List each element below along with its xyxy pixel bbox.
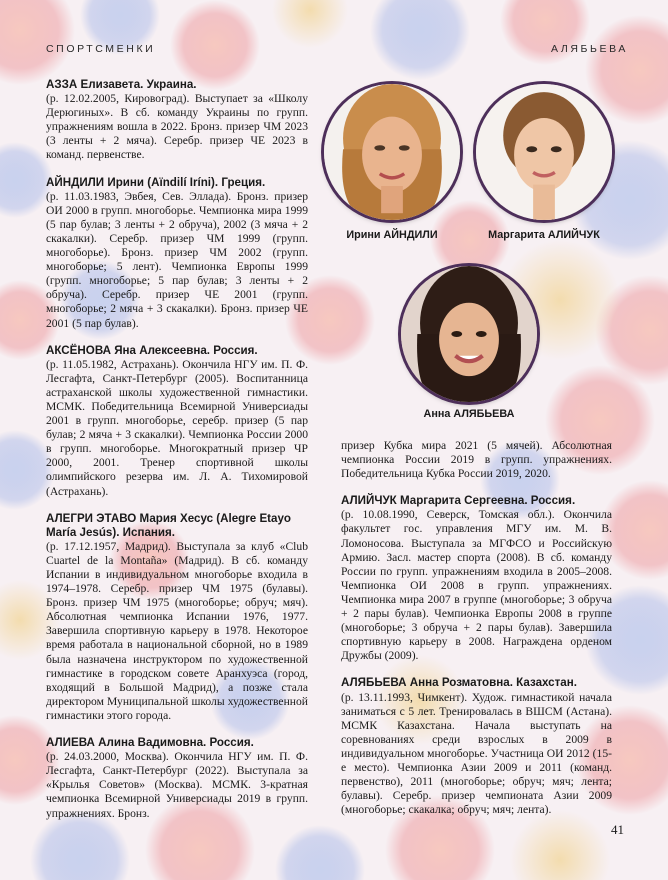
entry-azza [46, 78, 308, 163]
portrait-image [476, 84, 612, 220]
entry-body: (р. 13.11.1993, Чимкент). Худож. гимнастикой начала заниматься с 5 лет. Тренировалась в ВШСМ (Астана). МСМК Казахстана. Начала выступать на соревнованиях среди взрослых в 2009 в индивидуальном многоборье. Участница ОИ 2012 (15-е место). Чемпионка Азии 2009 и 2011 (команд. первенство), 2011 (многоборье; обруч; мяч; лента; булавы). Серебр. призер чемпионата Азии 2009 (многоборье; скакалка; обруч; мяч; лента). [341, 690, 612, 817]
entry-aindili [46, 176, 308, 331]
page-number: 41 [611, 822, 624, 837]
entry-alegre-etayo [46, 512, 308, 723]
entry-name: АКСЁНОВА Яна Алексеевна. Россия. [46, 343, 258, 357]
photo-caption: Ирини АЙНДИЛИ [346, 229, 438, 241]
photo-caption: Анна АЛЯБЬЕВА [423, 408, 515, 420]
entry-name: АЛЯБЬЕВА Анна Розматовна. Казахстан. [341, 676, 577, 690]
entry-name: АЙНДИЛИ Ирини (Aïndilí Iríni). Греция. [46, 175, 266, 189]
left-column [46, 78, 308, 834]
portrait-image [324, 84, 460, 220]
entry-body: (р. 11.03.1983, Эвбея, Сев. Эллада). Бронз. призер ОИ 2000 в групп. многоборье. Чемпионка мира 1999 (5 пар булав; 3 ленты + 2 обруча), 2002 (3 мяча + 2 скакалки). Серебр. призер ЧМ 1999 (групп. многоборье). Бронз. призер ЧМ 2002 (групп. многоборье; 5 лент). Чемпионка Европы 1999 (групп. многоборье; 5 пар булав; 3 ленты + 2 обруча). Серебр. призер ЧЕ 2001 (групп. многоборье; 2 мяча + 3 скакалки). Бронз. призер ЧЕ 2001 (5 пар булав). [46, 189, 308, 330]
portrait-photo-aindili [324, 84, 460, 220]
entry-body: (р. 17.12.1957, Мадрид). Выступала за клуб «Club Cuartel de la Montaña» (Мадрид). В сб. команду Испании в индивидуальном многоборье входила в 1974–1978. Серебр. призер ЧМ 1975 (булавы). Бронз. призер ЧМ 1975 (многоборье; обруч; мяч). Абсолютная чемпионка Испании 1976, 1977. Завершила спортивную карьеру в 1978. Некоторое время работала в национальной сборной, но в 1989 была назначена инструктором по художественной гимнастике в городском совете Аранхуэса (город, входящий в Большой Мадрид), а позже стала директором Муниципальной школы художественной гимнастики этого города. [46, 539, 308, 722]
entry-name: АЗЗА Елизавета. Украина. [46, 78, 197, 91]
portrait-image [401, 266, 537, 402]
entry-alyabyeva [341, 676, 612, 817]
entry-name: АЛЕГРИ ЭТАВО Мария Хесус (Alegre Etayo María Jesús). Испания. [46, 511, 292, 539]
portrait-photo-alyabyeva [401, 266, 537, 402]
entry-aliychuk [341, 494, 612, 663]
running-header-right: АЛЯБЬЕВА [551, 43, 628, 55]
entry-body: (р. 24.03.2000, Москва). Окончила НГУ им. П. Ф. Лесгафта, Санкт-Петербург (2022). Выступала за «Крылья Советов» (Москва). МСМК. 3-кратная чемпионка Всемирной Универсиады 2019 в групп. упражнениях. Бронз. [46, 750, 308, 820]
entry-body: (р. 11.05.1982, Астрахань). Окончила НГУ им. П. Ф. Лесгафта, Санкт-Петербург (2005). Воспитанница астраханской школы художественной гимнастики. МСМК. Победительница Всемирной Универсиады 2001 в групп. многоборье, серебр. призер (5 пар булав; 2 мяча + 3 скакалки). Чемпионка России 2000 в групп. многоборье. Многократный призер ЧР 2000, 2001. Тренер спортивной школы олимпийского резерва им. Л. А. Тихомировой (Астрахань). [46, 357, 308, 498]
entry-alieva [46, 736, 308, 821]
entry-body: (р. 10.08.1990, Северск, Томская обл.). Окончила факультет гос. управления МГУ им. М. В. Ломоносова. Выступала за МГФСО и Российскую Армию. Засл. мастер спорта (2008). В сб. команду России по групп. упражнениям входила в 2005–2008. Чемпионка ОИ 2008 в групп. упражнениях. Чемпионка мира 2007 в группе (многоборье; 3 обруча + 2 пары булав). Чемпионка Европы 2008 в группе (многоборье; 3 обруча + 2 пары булав). Завершила спортивную карьеру в 2008. Награждена орденом Дружбы (2009). [341, 508, 612, 663]
running-header-left: СПОРТСМЕНКИ [46, 43, 156, 55]
photo-caption: Маргарита АЛИЙЧУК [488, 229, 600, 241]
right-column [341, 439, 612, 830]
entry-body-continued: призер Кубка мира 2021 (5 мячей). Абсолютная чемпионка России 2019 в групп. упражнениях. Победительница Кубка России 2019, 2020. [341, 439, 612, 481]
entry-name: АЛИЕВА Алина Вадимовна. Россия. [46, 736, 254, 750]
portrait-photo-aliychuk [476, 84, 612, 220]
entry-aksenova [46, 344, 308, 499]
entry-body: (р. 12.02.2005, Кировоград). Выступает за «Школу Дерюгиных». В сб. команду Украины по групп. упражнениям вошла в 2022. Бронз. призер ЧМ 2023 (3 ленты + 2 мяча). Серебр. призер ЧЕ 2023 в команд. первенстве. [46, 92, 308, 162]
entry-alieva-continued [341, 439, 612, 481]
entry-name: АЛИЙЧУК Маргарита Сергеевна. Россия. [341, 494, 576, 508]
